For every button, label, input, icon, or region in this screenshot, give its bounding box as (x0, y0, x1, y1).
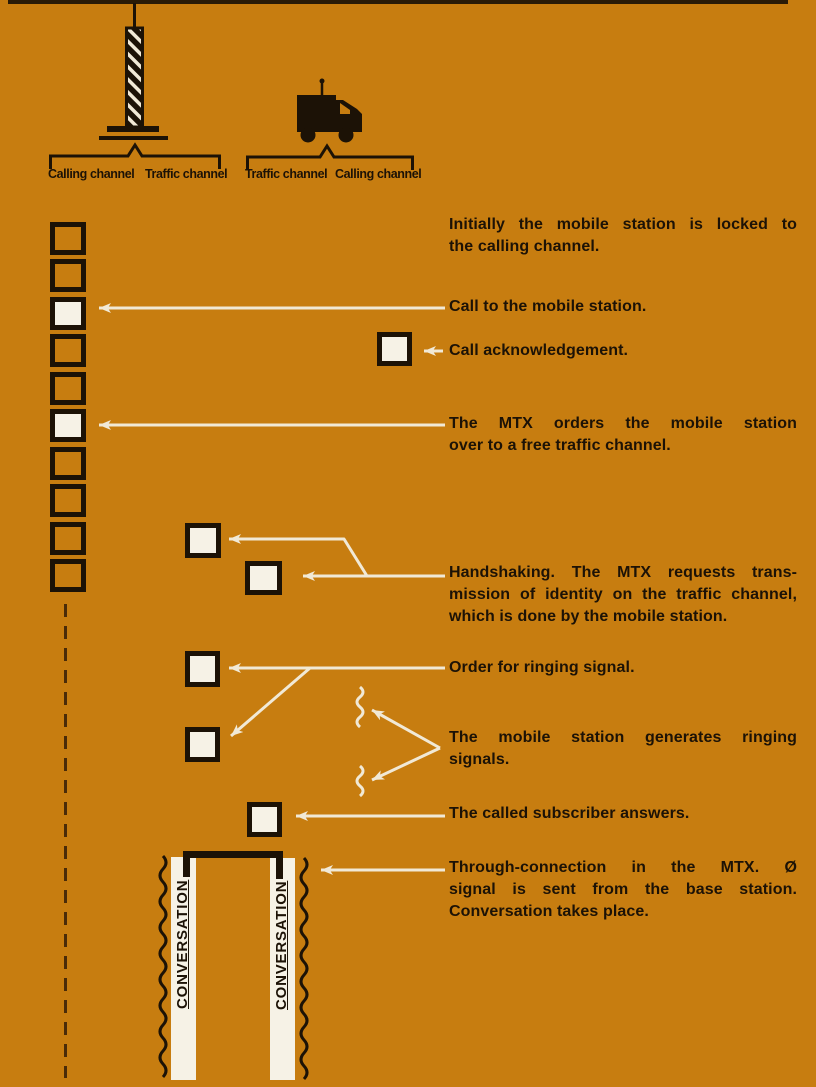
call-acknowledgement-square (377, 332, 412, 366)
step-text-line: The MTX orders the mobile station (449, 415, 797, 432)
base-station-calling-channel-label: Calling channel (48, 167, 135, 181)
step-ring-order (449, 657, 797, 679)
step-mtx-order (449, 413, 797, 457)
calling-channel-slot-9 (50, 522, 86, 555)
step-answer (449, 803, 797, 825)
mobile-station-calling-channel-label: Calling channel (335, 167, 422, 181)
calling-channel-slot-1 (50, 222, 86, 255)
calling-channel-slot-10 (50, 559, 86, 592)
ring-order-branch-arrow (231, 668, 310, 736)
step-text-line: signal is sent from the base station. (449, 881, 797, 898)
answer-square (247, 802, 282, 837)
step-handshaking (449, 562, 797, 628)
conversation-wave-left (160, 856, 166, 1077)
conversation-bar-left (171, 857, 196, 1080)
step-text-line: which is done by the mobile station. (449, 608, 728, 625)
step-call-acknowledgement (449, 340, 797, 362)
calling-channel-slot-7 (50, 447, 86, 480)
ringing-arrow-lower (372, 748, 440, 780)
step-text-line: Through-connection in the MTX. Ø (449, 859, 797, 876)
step-text-line: Call acknowledgement. (449, 342, 629, 359)
conversation-bar-right (270, 858, 295, 1080)
step-text-line: Handshaking. The MTX requests trans- (449, 564, 797, 581)
step-text-line: mission of identity on the traffic channel, (449, 586, 797, 603)
calling-channel-slot-8 (50, 484, 86, 517)
step-text-line: Order for ringing signal. (449, 659, 635, 676)
calling-channel-slot-4 (50, 334, 86, 367)
radio-tower-icon (99, 3, 168, 140)
step-text-line: Initially the mobile station is locked to (449, 216, 797, 233)
base-station-traffic-channel-label: Traffic channel (145, 167, 228, 181)
step-text-line: Conversation takes place. (449, 903, 649, 920)
calling-channel-slot-6 (50, 409, 86, 442)
mobile-station-traffic-channel-label: Traffic channel (245, 167, 328, 181)
step-text-line: Call to the mobile station. (449, 298, 647, 315)
handshake-square-2 (245, 561, 282, 595)
truck-icon (297, 79, 362, 143)
conversation-label-left: CONVERSATION (174, 879, 191, 1009)
ringing-signal-squiggle-lower (357, 766, 363, 796)
base-station-channel-bracket (51, 145, 220, 169)
ring-order-square (185, 651, 220, 687)
step-initial-lock (449, 214, 797, 258)
ringing-square (185, 727, 220, 762)
step-text-line: The mobile station generates ringing (449, 729, 797, 746)
step-ringing (449, 727, 797, 771)
calling-channel-continuation-dashed-line (64, 604, 67, 1078)
conversation-label-right: CONVERSATION (273, 880, 290, 1010)
step-through-connection (449, 857, 797, 923)
ringing-signal-squiggle-upper (357, 687, 363, 727)
step-call-to-mobile (449, 296, 797, 318)
calling-channel-slot-3 (50, 297, 86, 330)
page-top-rule (8, 0, 788, 4)
calling-channel-slot-5 (50, 372, 86, 405)
handshake-square-1 (185, 523, 221, 558)
step-text-line: the calling channel. (449, 238, 600, 255)
step-text-line: over to a free traffic channel. (449, 437, 671, 454)
step-text-line: signals. (449, 751, 510, 768)
ringing-arrow-upper (372, 710, 440, 748)
step-text-line: The called subscriber answers. (449, 805, 690, 822)
calling-channel-slot-2 (50, 259, 86, 292)
conversation-connector-bar (187, 855, 280, 880)
conversation-wave-right (301, 858, 307, 1079)
